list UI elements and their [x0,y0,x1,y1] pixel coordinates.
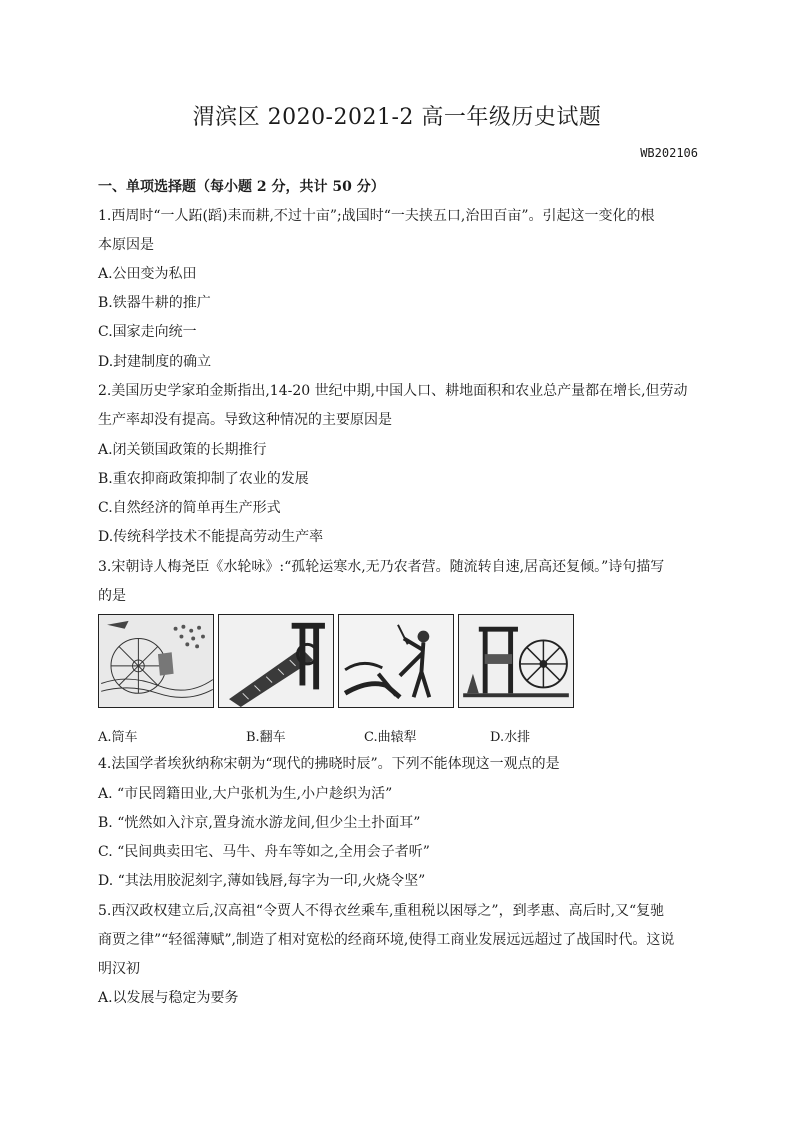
q5-option-a: A.以发展与稳定为要务 [98,990,239,1006]
q4-option-b: B. “恍然如入汴京,置身流水游龙间,但少尘土扑面耳” [98,815,421,831]
exam-title: 渭滨区 2020-2021-2 高一年级历史试题 [192,105,602,130]
q1-option-d: D.封建制度的确立 [98,354,212,370]
q2-option-d: D.传统科学技术不能提高劳动生产率 [98,529,324,545]
q5-stem-line2: 商贾之律”“轻徭薄赋”,制造了相对宽松的经商环境,使得工商业发展远远超过了战国时代。这说 [98,932,675,948]
q3-caption-d: D.水排 [490,730,531,745]
q1-stem-line2: 本原因是 [98,237,154,253]
q1-stem-line1: 1.西周时“一人跖(蹈)耒而耕,不过十亩”;战国时“一夫挟五口,治田百亩”。引起这一变化的根 [98,208,655,224]
square-pallet-chain-pump-figure [218,614,334,708]
q3-caption-a: A.筒车 [98,730,138,745]
q3-caption-c: C.曲辕犁 [364,730,417,745]
q3-captions [98,726,658,746]
q3-caption-b: B.翻车 [246,730,286,745]
q2-stem-line1: 2.美国历史学家珀金斯指出,14-20 世纪中期,中国人口、耕地面积和农业总产量都在增长,但劳动 [98,383,688,399]
q1-option-c: C.国家走向统一 [98,324,197,340]
q4-option-c: C. “民间典卖田宅、马牛、舟车等如之,全用会子者听” [98,844,430,860]
q4-option-a: A. “市民罔籍田业,大户张机为生,小户趁织为活” [98,786,393,802]
q3-stem-line1: 3.宋朝诗人梅尧臣《水轮咏》:“孤轮运寒水,无乃农者营。随流转自速,居高还复倾。”诗句描写 [98,559,665,575]
q3-stem-line2: 的是 [98,588,126,604]
q2-stem-line2: 生产率却没有提高。导致这种情况的主要原因是 [98,412,392,428]
q1-option-a: A.公田变为私田 [98,266,197,282]
q3-figure-row [98,614,574,710]
q5-stem-line3: 明汉初 [98,961,140,977]
exam-code: WB202106 [640,146,698,160]
q4-option-d: D. “其法用胶泥刻字,薄如钱唇,每字为一印,火烧令坚” [98,873,426,889]
water-powered-bellows-figure [458,614,574,708]
curved-shaft-plow-figure [338,614,454,708]
q5-stem-line1: 5.西汉政权建立后,汉高祖“令贾人不得衣丝乘车,重租税以困辱之”，到孝惠、高后时,又“复驰 [98,903,665,919]
q1-option-b: B.铁器牛耕的推广 [98,295,211,311]
section-title: 一、单项选择题（每小题 2 分，共计 50 分） [98,179,385,195]
q2-option-c: C.自然经济的简单再生产形式 [98,500,281,516]
waterwheel-tongche-figure [98,614,214,708]
q2-option-b: B.重农抑商政策抑制了农业的发展 [98,471,309,487]
q4-stem-line1: 4.法国学者埃狄纳称宋朝为“现代的拂晓时辰”。下列不能体现这一观点的是 [98,756,560,772]
q2-option-a: A.闭关锁国政策的长期推行 [98,442,267,458]
